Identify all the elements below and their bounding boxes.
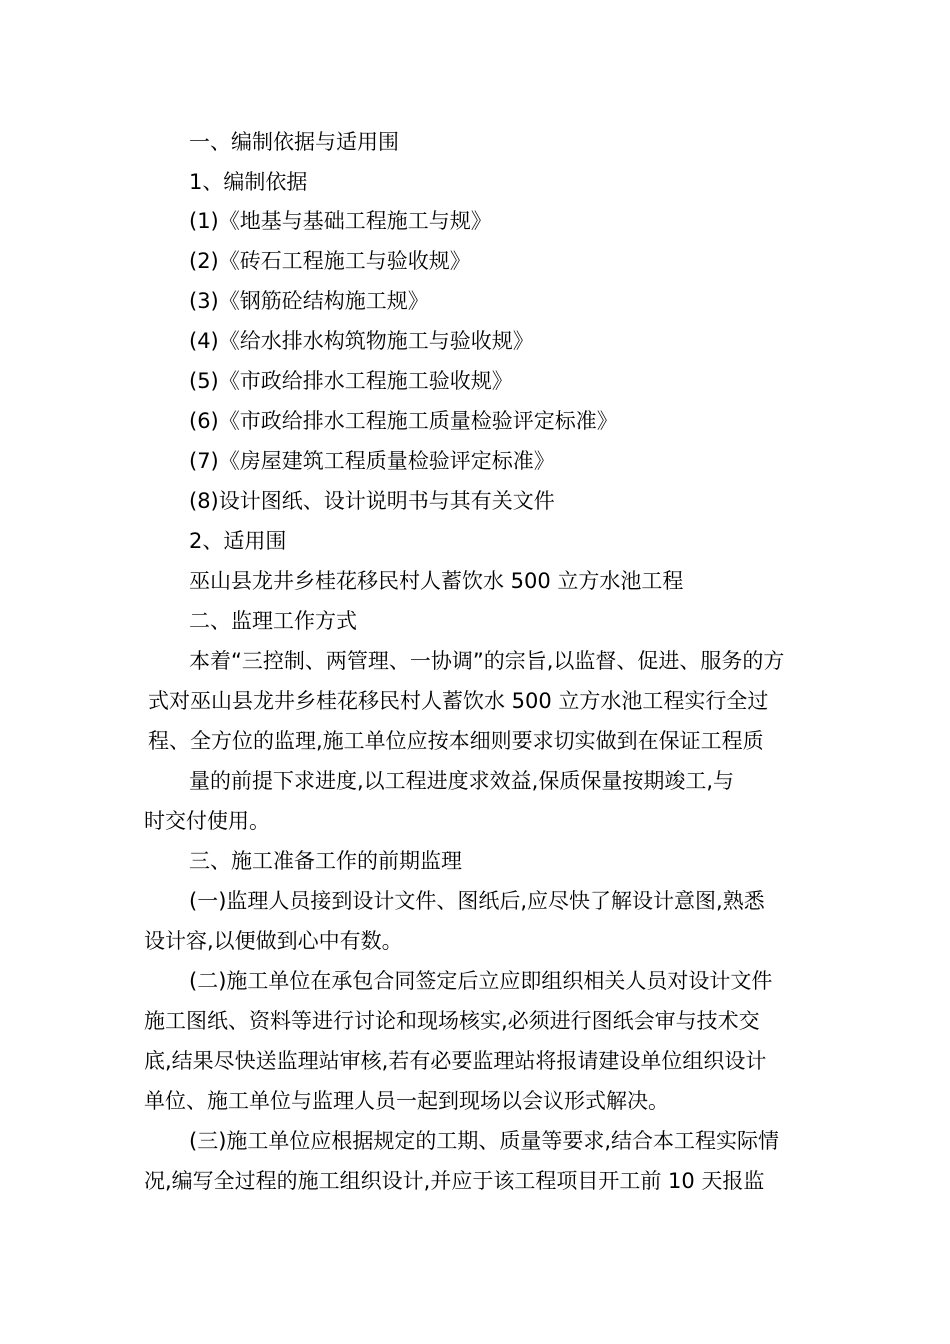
section-heading-1: 一、编制依据与适用围 (189, 130, 399, 154)
list-item-1: (1)《地基与基础工程施工与规》 (189, 209, 492, 233)
paragraph-line: (二)施工单位在承包合同签定后立应即组织相关人员对设计文件 (189, 969, 773, 993)
subsection-heading-basis: 1、编制依据 (189, 170, 308, 194)
paragraph-line: 况,编写全过程的施工组织设计,并应于该工程项目开工前 10 天报监 (144, 1169, 765, 1193)
paragraph-line: (一)监理人员接到设计文件、图纸后,应尽快了解设计意图,熟悉 (189, 889, 765, 913)
list-item-8: (8)设计图纸、设计说明书与其有关文件 (189, 489, 555, 513)
list-item-5: (5)《市政给排水工程施工验收规》 (189, 369, 513, 393)
paragraph-line: 设计容,以便做到心中有数。 (144, 929, 403, 953)
scope-text: 巫山县龙井乡桂花移民村人蓄饮水 500 立方水池工程 (189, 569, 684, 593)
paragraph-line: 底,结果尽快送监理站审核,若有必要监理站将报请建设单位组织设计 (144, 1049, 767, 1073)
section-heading-2: 二、监理工作方式 (189, 609, 357, 633)
paragraph-line: 本着“三控制、两管理、一协调”的宗旨,以监督、促进、服务的方 (189, 649, 785, 673)
list-item-2: (2)《砖石工程施工与验收规》 (189, 249, 471, 273)
paragraph-line: (三)施工单位应根据规定的工期、质量等要求,结合本工程实际情 (189, 1129, 780, 1153)
list-item-6: (6)《市政给排水工程施工质量检验评定标准》 (189, 409, 618, 433)
paragraph-line: 式对巫山县龙井乡桂花移民村人蓄饮水 500 立方水池工程实行全过 (148, 689, 769, 713)
list-item-4: (4)《给水排水构筑物施工与验收规》 (189, 329, 534, 353)
paragraph-line: 程、全方位的监理,施工单位应按本细则要求切实做到在保证工程质 (148, 729, 764, 753)
paragraph-line: 单位、施工单位与监理人员一起到现场以会议形式解决。 (144, 1089, 669, 1113)
section-heading-3: 三、施工准备工作的前期监理 (189, 849, 462, 873)
list-item-7: (7)《房屋建筑工程质量检验评定标准》 (189, 449, 555, 473)
paragraph-line: 时交付使用。 (144, 809, 270, 833)
list-item-3: (3)《钢筋砼结构施工规》 (189, 289, 429, 313)
subsection-heading-scope: 2、适用围 (189, 529, 287, 553)
paragraph-line: 量的前提下求进度,以工程进度求效益,保质保量按期竣工,与 (189, 769, 735, 793)
paragraph-line: 施工图纸、资料等进行讨论和现场核实,必须进行图纸会审与技术交 (144, 1009, 760, 1033)
